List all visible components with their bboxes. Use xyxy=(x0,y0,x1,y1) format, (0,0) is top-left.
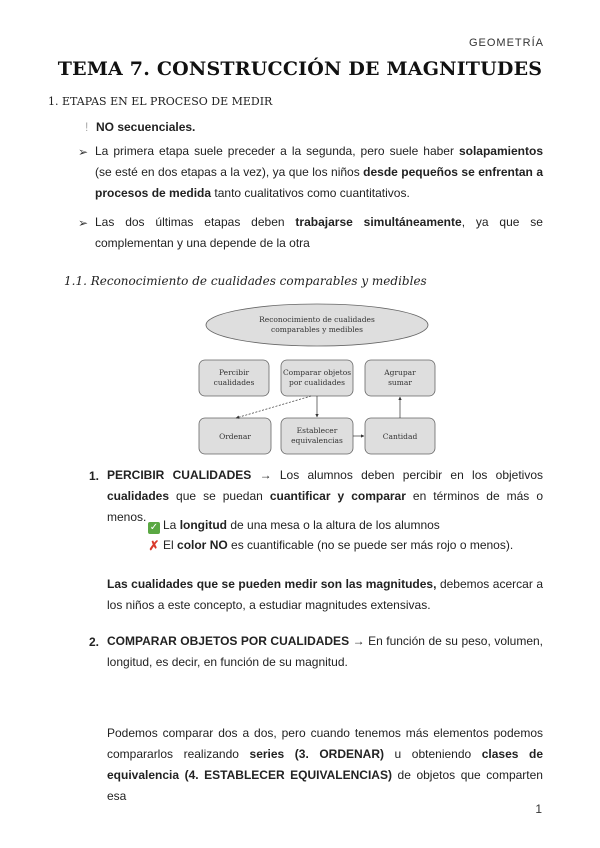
list-number: 1. xyxy=(89,469,100,483)
cross-icon: ✗ xyxy=(148,538,160,553)
page-title: TEMA 7. CONSTRUCCIÓN DE MAGNITUDES xyxy=(57,58,543,80)
top-line-2: comparables y medibles xyxy=(271,325,363,334)
top-line-1: Reconocimiento de cualidades xyxy=(259,315,375,324)
bullet-paragraph: Las dos últimas etapas deben trabajarse simultáneamente, ya que se complementan y una depende de la otra xyxy=(95,215,543,250)
svg-text:Ordenar: Ordenar xyxy=(219,432,251,441)
note-mark: ! xyxy=(85,120,89,134)
svg-text:Cantidad: Cantidad xyxy=(382,432,418,441)
svg-text:sumar: sumar xyxy=(388,378,412,387)
example-positive: ✓ La longitud de una mesa o la altura de los alumnos xyxy=(149,518,440,533)
note-text: NO secuenciales. xyxy=(96,120,196,134)
svg-text:equivalencias: equivalencias xyxy=(291,436,343,445)
subject-header: GEOMETRÍA xyxy=(468,37,544,49)
page-number: 1 xyxy=(535,802,542,816)
svg-text:Establecer: Establecer xyxy=(296,426,338,435)
arrow-bullet-icon: ➢ xyxy=(78,216,89,230)
process-diagram xyxy=(196,300,438,462)
arrow-bullet-icon: ➢ xyxy=(78,145,89,159)
svg-text:por cualidades: por cualidades xyxy=(289,378,345,387)
bullet-paragraph: La primera etapa suele preceder a la segunda, pero suele haber solapamientos (se esté en dos etapas a la vez), ya que los niños desde pequeños se enfrentan a procesos de medida tanto cualitativos como cuantitativos. xyxy=(95,144,544,200)
closing-paragraph: Podemos comparar dos a dos, pero cuando tenemos más elementos podemos compararlos realizando series (3. ORDENAR) u obteniendo clases de equivalencia (4. ESTABLECER EQUIVALENCIAS) de objetos que comparten esa xyxy=(107,726,543,803)
magnitudes-paragraph: Las cualidades que se pueden medir son las magnitudes, debemos acercar a los niños a este concepto, a estudiar magnitudes extensivas. xyxy=(107,577,543,612)
list-item: PERCIBIR CUALIDADES → Los alumnos deben percibir en los objetivos cualidades que se puedan cuantificar y comparar en términos de más o menos. xyxy=(107,468,544,524)
checkmark-icon: ✓ xyxy=(149,522,159,533)
subsection-heading: 1.1. Reconocimiento de cualidades comparables y medibles xyxy=(64,274,427,288)
svg-text:cualidades: cualidades xyxy=(213,378,255,387)
svg-text:Percibir: Percibir xyxy=(218,368,250,377)
example-negative: ✗ El color NO es cuantificable (no se puede ser más rojo o menos). xyxy=(148,538,514,553)
section-heading: 1. ETAPAS EN EL PROCESO DE MEDIR xyxy=(48,95,273,108)
list-item: COMPARAR OBJETOS POR CUALIDADES → En función de su peso, volumen, longitud, es decir, en función de su magnitud. xyxy=(107,634,544,669)
svg-text:Comparar objetos: Comparar objetos xyxy=(282,368,352,377)
list-number: 2. xyxy=(89,635,100,649)
svg-text:Agrupar: Agrupar xyxy=(384,368,416,377)
